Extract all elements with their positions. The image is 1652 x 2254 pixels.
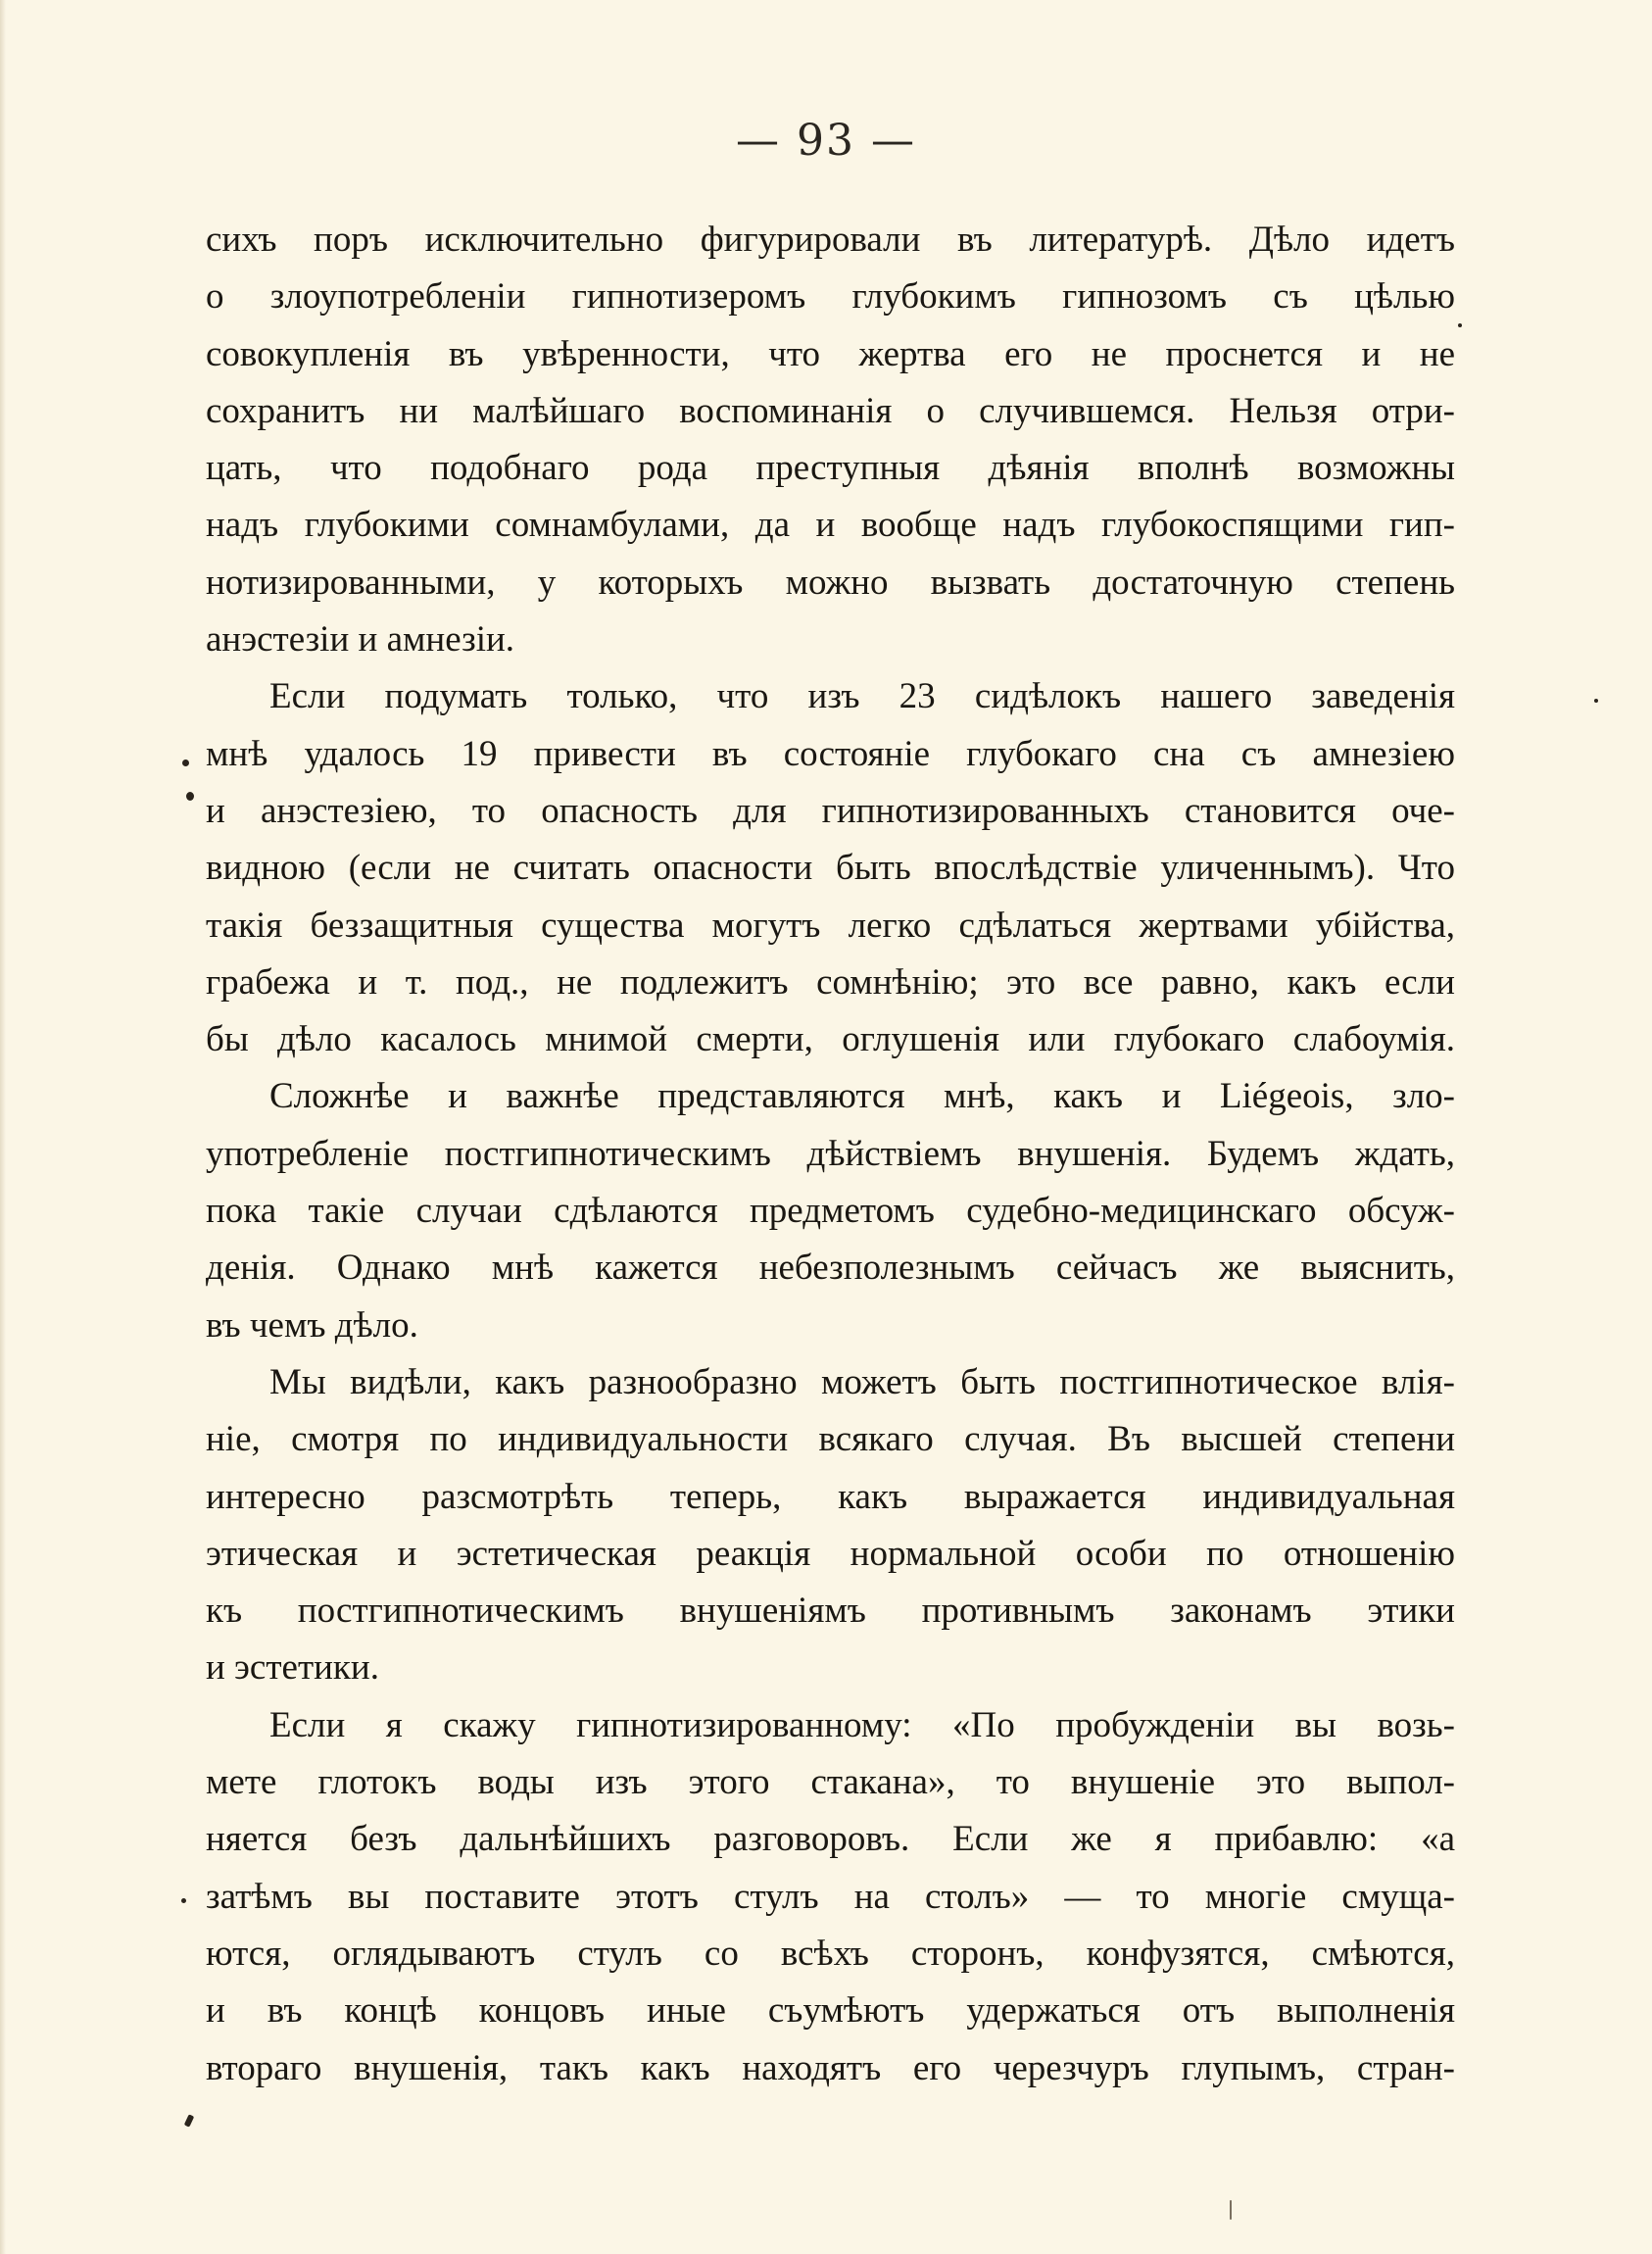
scan-speck xyxy=(1230,2200,1232,2220)
text-line: анэстезіи и амнезіи. xyxy=(206,619,515,661)
scan-speck xyxy=(181,1898,186,1903)
text-line: совокупленія въ увѣренности, что жертва его не проснется и не xyxy=(206,333,1455,374)
text-line: этическая и эстетическая реакція нормальной особи по отношенію xyxy=(206,1533,1455,1574)
scan-speck xyxy=(1594,699,1598,703)
text-line: и анэстезіею, то опасность для гипнотизированныхъ становится оче- xyxy=(206,790,1455,831)
text-line: сихъ поръ исключительно фигурировали въ литературѣ. Дѣло идетъ xyxy=(206,220,1455,260)
text-line: нотизированными, у которыхъ можно вызвать достаточную степень xyxy=(206,562,1455,603)
text-line: видною (если не считать опасности быть впослѣдствіе уличеннымъ). Что xyxy=(206,848,1455,889)
text-line: мнѣ удалось 19 привести въ состояніе глубокаго сна съ амнезіею xyxy=(206,733,1455,774)
text-line: пока такіе случаи сдѣлаются предметомъ судебно-медицинскаго обсуж- xyxy=(206,1191,1455,1232)
text-line: ются, оглядываютъ стулъ со всѣхъ сторонъ, конфузятся, смѣются, xyxy=(206,1933,1455,1974)
text-line: о злоупотребленіи гипнотизеромъ глубокимъ гипнозомъ съ цѣлью xyxy=(206,276,1455,318)
scan-speck xyxy=(186,792,194,801)
text-line: цать, что подобнаго рода преступныя дѣянія вполнѣ возможны xyxy=(206,448,1455,489)
page-number: — 93 — xyxy=(736,116,916,166)
text-line: надъ глубокими сомнамбулами, да и вообще надъ глубокоспящими гип- xyxy=(206,505,1455,546)
text-line: интересно разсмотрѣть теперь, какъ выражается индивидуальная xyxy=(206,1476,1455,1517)
scan-speck xyxy=(184,2114,195,2127)
text-line: употребленіе постгипнотическимъ дѣйствіемъ внушенія. Будемъ ждать, xyxy=(206,1133,1455,1174)
text-line: и въ концѣ концовъ иные съумѣютъ удержаться отъ выполненія xyxy=(206,1990,1455,2032)
text-line: ніе, смотря по индивидуальности всякаго случая. Въ высшей степени xyxy=(206,1419,1455,1460)
text-line: мете глотокъ воды изъ этого стакана», то внушеніе это выпол- xyxy=(206,1762,1455,1803)
text-line: къ постгипнотическимъ внушеніямъ противнымъ законамъ этики xyxy=(206,1591,1455,1632)
text-line: бы дѣло касалось мнимой смерти, оглушенія или глубокаго слабоумія. xyxy=(206,1019,1455,1060)
scan-edge-shadow xyxy=(0,0,6,2254)
text-line: няется безъ дальнѣйшихъ разговоровъ. Если же я прибавлю: «а xyxy=(206,1819,1455,1860)
text-line: въ чемъ дѣло. xyxy=(206,1304,418,1346)
text-line: Сложнѣе и важнѣе представляются мнѣ, какъ и Liégeois, зло- xyxy=(269,1076,1455,1117)
scan-speck xyxy=(1458,323,1462,327)
text-line: такія беззащитныя существа могутъ легко сдѣлаться жертвами убійства, xyxy=(206,905,1455,946)
text-line: затѣмъ вы поставите этотъ стулъ на столъ» — то многіе смуща- xyxy=(206,1876,1455,1917)
text-line: грабежа и т. под., не подлежитъ сомнѣнію; это все равно, какъ если xyxy=(206,961,1455,1003)
body-text xyxy=(206,212,1455,2097)
scan-speck xyxy=(182,760,189,766)
text-line: втораго внушенія, такъ какъ находятъ его черезчуръ глупымъ, стран- xyxy=(206,2047,1455,2088)
text-line: и эстетики. xyxy=(206,1647,379,1689)
text-line: Мы видѣли, какъ разнообразно можетъ быть постгипнотическое влія- xyxy=(269,1361,1455,1402)
text-line: денія. Однако мнѣ кажется небезполезнымъ сейчасъ же выяснить, xyxy=(206,1248,1455,1289)
text-line: Если подумать только, что изъ 23 сидѣлокъ нашего заведенія xyxy=(269,676,1455,717)
text-line: Если я скажу гипнотизированному: «По пробужденіи вы возь- xyxy=(269,1704,1455,1745)
text-line: сохранитъ ни малѣйшаго воспоминанія о случившемся. Нельзя отри- xyxy=(206,390,1455,431)
